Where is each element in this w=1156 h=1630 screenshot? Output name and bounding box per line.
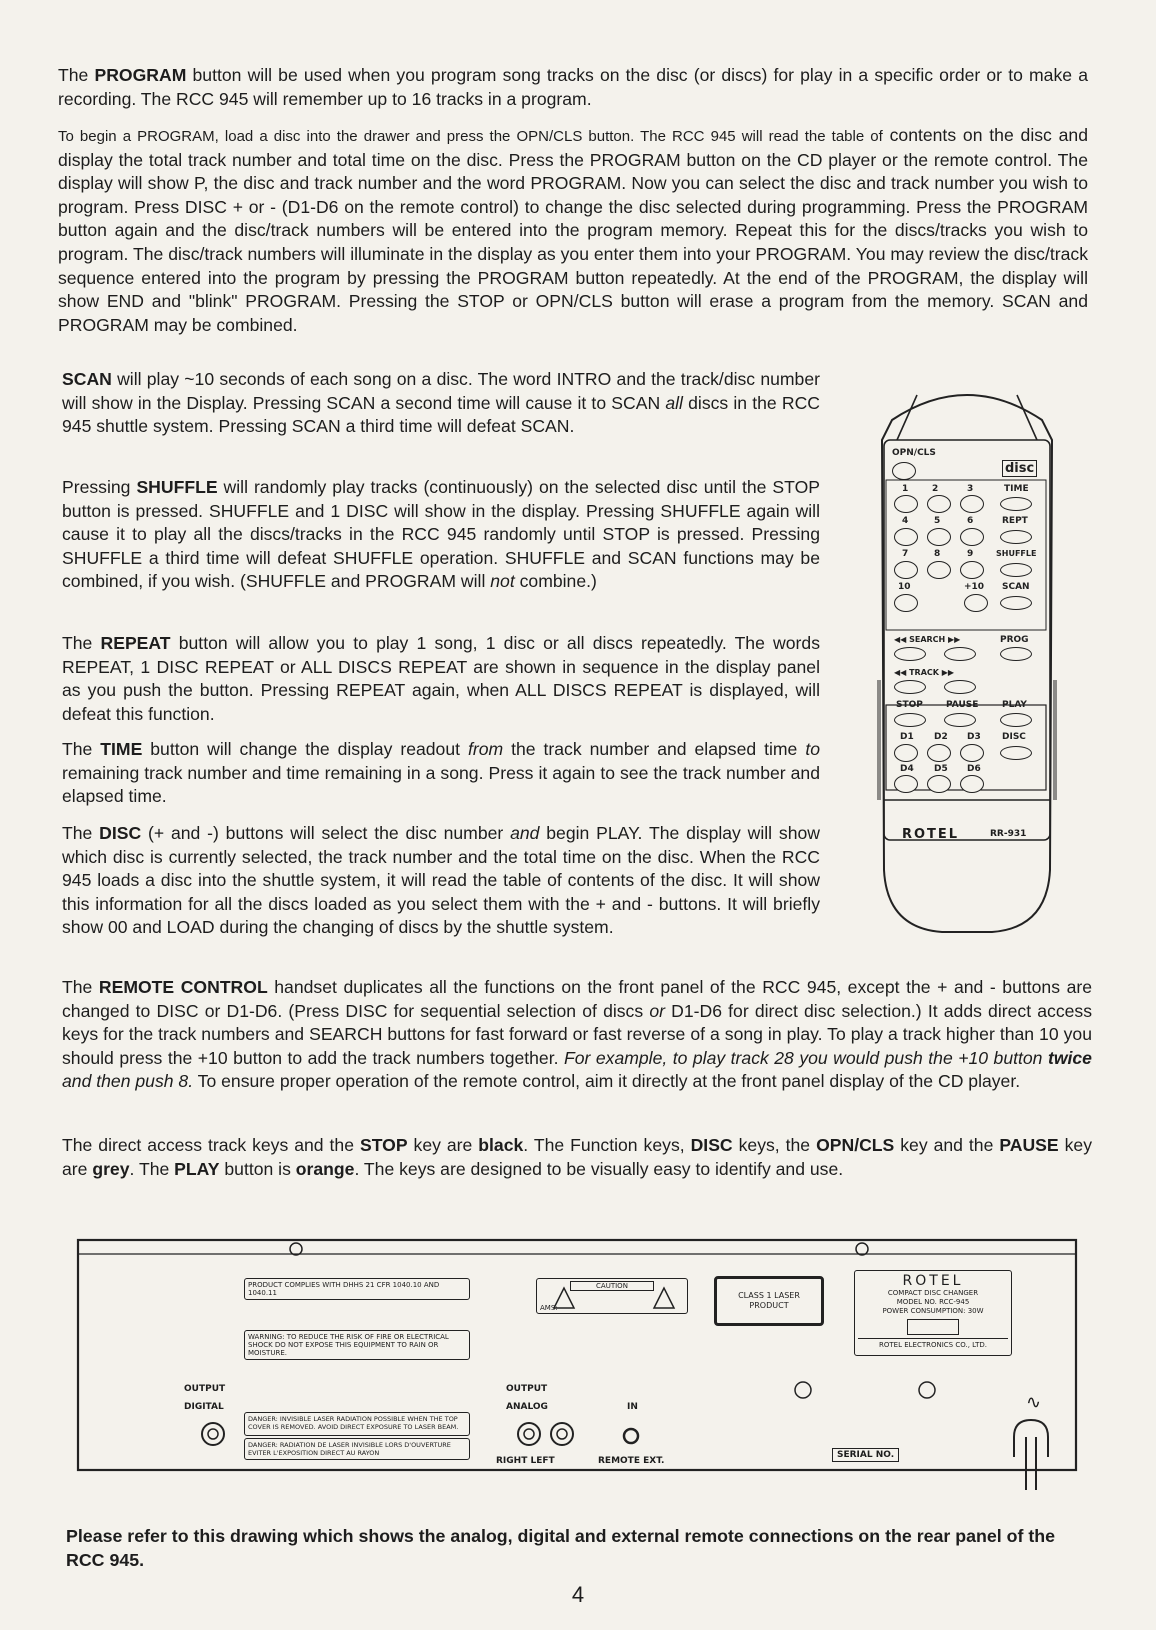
remote-model-number: RR-931 — [990, 829, 1027, 839]
track-back-button[interactable] — [894, 680, 926, 694]
danger-label-en: DANGER: INVISIBLE LASER RADIATION POSSIBLE WHEN THE TOP COVER IS REMOVED. AVOID DIRECT EXPOSURE TO LASER BEAM. — [244, 1412, 470, 1436]
d3-label: D3 — [967, 732, 981, 742]
search-forward-button[interactable] — [944, 647, 976, 661]
digit-9-label: 9 — [967, 549, 974, 559]
stop-label: STOP — [896, 700, 923, 710]
pause-button[interactable] — [944, 713, 976, 727]
track-forward-button[interactable] — [944, 680, 976, 694]
danger-label-fr: DANGER: RADIATION DE LASER INVISIBLE LORS D'OUVERTURE EVITER L'EXPOSITION DIRECT AU RAYON — [244, 1438, 470, 1460]
digit-8-button[interactable] — [927, 561, 951, 579]
figure-caption: Please refer to this drawing which shows the analog, digital and external remote connections on the rear panel of the RCC 945. — [66, 1526, 1056, 1570]
digit-10-label: 10 — [898, 582, 911, 592]
remote-ext-label: REMOTE EXT. — [598, 1456, 665, 1466]
digit-7-button[interactable] — [894, 561, 918, 579]
rating-company: ROTEL ELECTRONICS CO., LTD. — [858, 1338, 1008, 1350]
disc-button[interactable] — [1000, 746, 1032, 760]
d1-button[interactable] — [894, 744, 918, 762]
play-button[interactable] — [1000, 713, 1032, 727]
rating-power: POWER CONSUMPTION: 30W — [882, 1307, 984, 1315]
time-button[interactable] — [1000, 497, 1032, 511]
d5-button[interactable] — [927, 775, 951, 793]
d3-button[interactable] — [960, 744, 984, 762]
rating-plate — [854, 1270, 1012, 1356]
disc-label: DISC — [1002, 732, 1026, 742]
disc-logo: disc — [1002, 460, 1037, 477]
stop-button[interactable] — [894, 713, 926, 727]
digit-9-button[interactable] — [960, 561, 984, 579]
opn-cls-label: OPN/CLS — [892, 448, 936, 458]
remote-brand-logo: ROTEL — [902, 827, 960, 842]
digit-4-button[interactable] — [894, 528, 918, 546]
d5-label: D5 — [934, 764, 948, 774]
d1-label: D1 — [900, 732, 914, 742]
d2-button[interactable] — [927, 744, 951, 762]
d4-button[interactable] — [894, 775, 918, 793]
d6-label: D6 — [967, 764, 981, 774]
rept-button[interactable] — [1000, 530, 1032, 544]
shuffle-label: SHUFFLE — [996, 549, 1037, 558]
digit-5-button[interactable] — [927, 528, 951, 546]
prog-label: PROG — [1000, 635, 1029, 645]
scan-paragraph: SCAN will play ~10 seconds of each song on a disc. The word INTRO and the track/disc number will show in the Display. Pressing SCAN a second time will cause it to SCAN all discs in the RCC 945 shuttle system. Pressing SCAN a third time will defeat SCAN. — [62, 369, 820, 437]
digit-6-button[interactable] — [960, 528, 984, 546]
digit-3-label: 3 — [967, 484, 974, 494]
plus10-label: +10 — [964, 582, 985, 592]
ams-label: AMS: — [540, 1304, 558, 1312]
digit-3-button[interactable] — [960, 495, 984, 513]
digit-10-button[interactable] — [894, 594, 918, 612]
digit-2-button[interactable] — [927, 495, 951, 513]
compliance-label: PRODUCT COMPLIES WITH DHHS 21 CFR 1040.10 AND 1040.11 — [244, 1278, 470, 1300]
repeat-paragraph: The REPEAT button will allow you to play 1 song, 1 disc or all discs repeatedly. The words REPEAT, 1 DISC REPEAT or ALL DISCS REPEAT are shown in sequence in the display panel as you push the button. Pressing REPEAT again, when ALL DISCS REPEAT is displayed, will defeat this function. — [62, 633, 820, 724]
rating-changer: COMPACT DISC CHANGER — [887, 1289, 979, 1297]
search-back-button[interactable] — [894, 647, 926, 661]
digit-2-label: 2 — [932, 484, 939, 494]
opn-cls-button[interactable] — [892, 462, 916, 480]
rating-brand: ROTEL — [902, 1273, 964, 1289]
output-digital-heading: OUTPUT — [184, 1384, 226, 1394]
rept-label: REPT — [1002, 516, 1028, 526]
digit-6-label: 6 — [967, 516, 974, 526]
d4-label: D4 — [900, 764, 914, 774]
digit-1-button[interactable] — [894, 495, 918, 513]
output-analog-heading: OUTPUT — [506, 1384, 548, 1394]
analog-heading: ANALOG — [506, 1402, 548, 1412]
remote-in-label: IN — [627, 1402, 638, 1412]
remote-control-paragraph: The REMOTE CONTROL handset duplicates all the functions on the front panel of the RCC 945, except the + and - buttons are changed to DISC or D1-D6. (Press DISC for sequential selection of discs or D1-D6 for direct disc selection.) It adds direct access keys for the track numbers and SEARCH buttons for fast forward or fast reverse of a song in play. To play a track higher than 10 you should press the +10 button to add the track numbers together. For example, to play track 28 you would push the +10 button twice and then push 8. To ensure proper operation of the remote control, aim it directly at the front panel display of the CD player. — [62, 977, 1093, 1092]
page-number: 4 — [571, 1582, 585, 1607]
track-label: ◀◀ TRACK ▶▶ — [894, 668, 955, 677]
warning-label: WARNING: TO REDUCE THE RISK OF FIRE OR ELECTRICAL SHOCK DO NOT EXPOSE THIS EQUIPMENT TO RAIN OR MOISTURE. — [244, 1330, 470, 1360]
digit-7-label: 7 — [902, 549, 909, 559]
play-label: PLAY — [1002, 700, 1027, 710]
rating-model: MODEL NO. RCC-945 — [896, 1298, 970, 1306]
shuffle-button[interactable] — [1000, 563, 1032, 577]
ac-symbol-icon: ∿ — [1026, 1392, 1042, 1413]
scan-button[interactable] — [1000, 596, 1032, 610]
caution-label-box — [536, 1278, 688, 1314]
digital-heading: DIGITAL — [184, 1402, 224, 1412]
program-steps-paragraph: To begin a PROGRAM, load a disc into the drawer and press the OPN/CLS button. The RCC 945 will read the table of contents on the disc and display the total track number and total time on the disc. Press the PROGRAM button on the CD player or the remote control. The display will show P, the disc and track number and the word PROGRAM. Now you can select the disc and track number you wish to program. Press DISC + or - (D1-D6 on the remote control) to change the disc selected during programming. Press the PROGRAM button again and the disc/track numbers will be entered into the program memory. Repeat this for the discs/tracks you wish to program. The disc/track numbers will illuminate in the display as you enter them into your PROGRAM. You may review the disc/track sequence entered into the program by pressing the PROGRAM button repeatedly. At the end of the PROGRAM, the display will show END and "blink" PROGRAM. Pressing the STOP or OPN/CLS button will erase a program from the memory. SCAN and PROGRAM may be combined. — [58, 125, 1089, 335]
rear-panel-drawing — [76, 1232, 1080, 1492]
serial-number-label: SERIAL NO. — [832, 1448, 899, 1462]
right-left-label: RIGHT LEFT — [496, 1456, 555, 1466]
caution-label: CAUTION — [570, 1281, 654, 1291]
shuffle-paragraph: Pressing SHUFFLE will randomly play tracks (continuously) on the selected disc until the STOP button is pressed. SHUFFLE and 1 DISC will show in the display. Pressing SHUFFLE again will cause it to play all the discs/tracks in the RCC 945 randomly until STOP is pressed. Pressing SHUFFLE a third time will defeat SHUFFLE operation. SHUFFLE and SCAN functions may be combined, if you wish. (SHUFFLE and PROGRAM will not combine.) — [62, 477, 820, 592]
d6-button[interactable] — [960, 775, 984, 793]
digit-4-label: 4 — [902, 516, 909, 526]
pause-label: PAUSE — [946, 700, 979, 710]
disc-paragraph: The DISC (+ and -) buttons will select the disc number and begin PLAY. The display will show which disc is currently selected, the track number and the total time on the disc. When the RCC 945 loads a disc into the shuttle system, it will read the table of contents of the disc. It will show this information for all the discs loaded as you select them with the + and - buttons. It will briefly show 00 and LOAD during the changing of discs by the shuttle system. — [62, 823, 820, 938]
prog-button[interactable] — [1000, 647, 1032, 661]
time-label: TIME — [1004, 484, 1029, 494]
scan-label: SCAN — [1002, 582, 1030, 592]
time-paragraph: The TIME button will change the display readout from the track number and elapsed time to remaining track number and time remaining in a song. Press it again to see the track number and elapsed time. — [62, 739, 820, 807]
digit-1-label: 1 — [902, 484, 909, 494]
class1-laser-label: CLASS 1 LASER PRODUCT — [714, 1276, 824, 1326]
d2-label: D2 — [934, 732, 948, 742]
search-label: ◀◀ SEARCH ▶▶ — [894, 635, 961, 644]
key-colors-paragraph: The direct access track keys and the STOP key are black. The Function keys, DISC keys, the OPN/CLS key and the PAUSE key are grey. The PLAY button is orange. The keys are designed to be visually easy to identify and use. — [62, 1135, 1092, 1179]
digit-5-label: 5 — [934, 516, 941, 526]
plus10-button[interactable] — [964, 594, 988, 612]
program-intro-paragraph: The PROGRAM button will be used when you program song tracks on the disc (or discs) for play in a specific order or to make a recording. The RCC 945 will remember up to 16 tracks in a program. — [58, 65, 1088, 109]
digit-8-label: 8 — [934, 549, 941, 559]
remote-control-drawing — [872, 380, 1062, 935]
